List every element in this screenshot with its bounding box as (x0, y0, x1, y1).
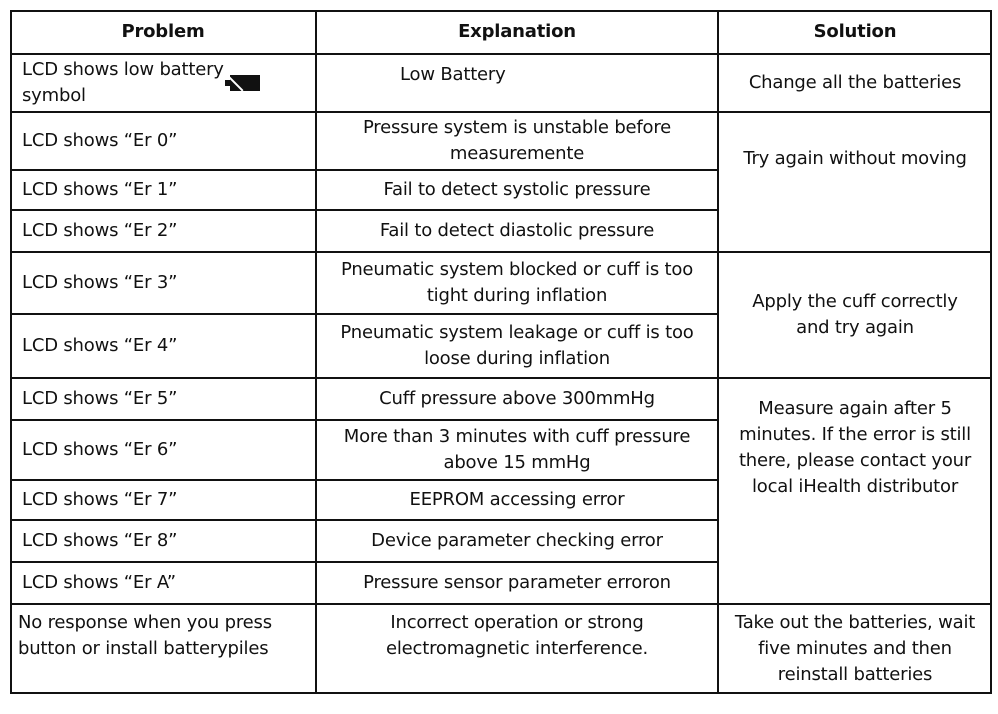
table-row-problem: LCD shows “Er 7” (22, 489, 178, 510)
table-row-explanation: Pneumatic system leakage or cuff is too loose during inflation (340, 322, 694, 369)
table-row-problem: LCD shows “Er 6” (22, 439, 178, 460)
table-row-explanation: Device parameter checking error (371, 530, 663, 551)
table-row-problem: LCD shows “Er 2” (22, 220, 178, 241)
table-row-explanation: More than 3 minutes with cuff pressure above 15 mmHg (343, 426, 691, 473)
solution-cell: Apply the cuff correctly and try again (752, 291, 958, 338)
row-divider (10, 169, 718, 171)
row-divider (10, 111, 992, 113)
table-row-problem: LCD shows “Er A” (22, 572, 176, 593)
table-row-explanation: Pressure system is unstable before measuremente (362, 117, 672, 164)
row-divider (10, 251, 992, 253)
table-row-explanation: Pneumatic system blocked or cuff is too tight during inflation (340, 259, 694, 306)
table-row-problem: LCD shows “Er 4” (22, 335, 178, 356)
table-row-problem (10, 54, 316, 112)
table-row-problem: LCD shows “Er 8” (22, 530, 178, 551)
table-border-bottom (10, 692, 992, 694)
row-divider (10, 377, 992, 379)
row-divider (10, 603, 992, 605)
row-divider (10, 313, 718, 315)
table-row-problem: No response when you press button or install batterypiles (18, 612, 272, 659)
header-explanation: Explanation (458, 21, 576, 42)
table-row-explanation: Cuff pressure above 300mmHg (379, 388, 655, 409)
problem-text: LCD shows low battery symbol (22, 59, 224, 106)
table-row-problem: LCD shows “Er 5” (22, 388, 178, 409)
header-problem: Problem (121, 21, 205, 42)
table-row-problem: LCD shows “Er 1” (22, 179, 178, 200)
row-divider (10, 519, 718, 521)
solution-cell: Measure again after 5 minutes. If the error is still there, please contact your local iHealth distributor (738, 398, 972, 497)
low-battery-icon (230, 75, 260, 91)
table-row-explanation: Fail to detect diastolic pressure (379, 220, 655, 241)
row-divider (10, 479, 718, 481)
table-row-explanation: Fail to detect systolic pressure (383, 179, 651, 200)
table-border-top (10, 10, 992, 12)
table-row-explanation: Incorrect operation or strong electromagnetic interference. (385, 612, 648, 659)
solution-cell: Take out the batteries, wait five minutes and then reinstall batteries (734, 612, 976, 685)
header-solution: Solution (813, 21, 897, 42)
table-row-explanation: Pressure sensor parameter erroron (363, 572, 671, 593)
table-row-explanation: EEPROM accessing error (409, 489, 625, 510)
table-row-problem: LCD shows “Er 0” (22, 130, 178, 151)
row-divider (10, 209, 718, 211)
table-row-explanation: Low Battery (400, 64, 506, 85)
row-divider (10, 419, 718, 421)
solution-cell: Try again without moving (743, 148, 967, 169)
row-divider (10, 561, 718, 563)
table-row-problem: LCD shows “Er 3” (22, 272, 178, 293)
solution-cell: Change all the batteries (748, 72, 962, 93)
troubleshooting-table (10, 10, 992, 694)
row-divider (10, 53, 992, 55)
